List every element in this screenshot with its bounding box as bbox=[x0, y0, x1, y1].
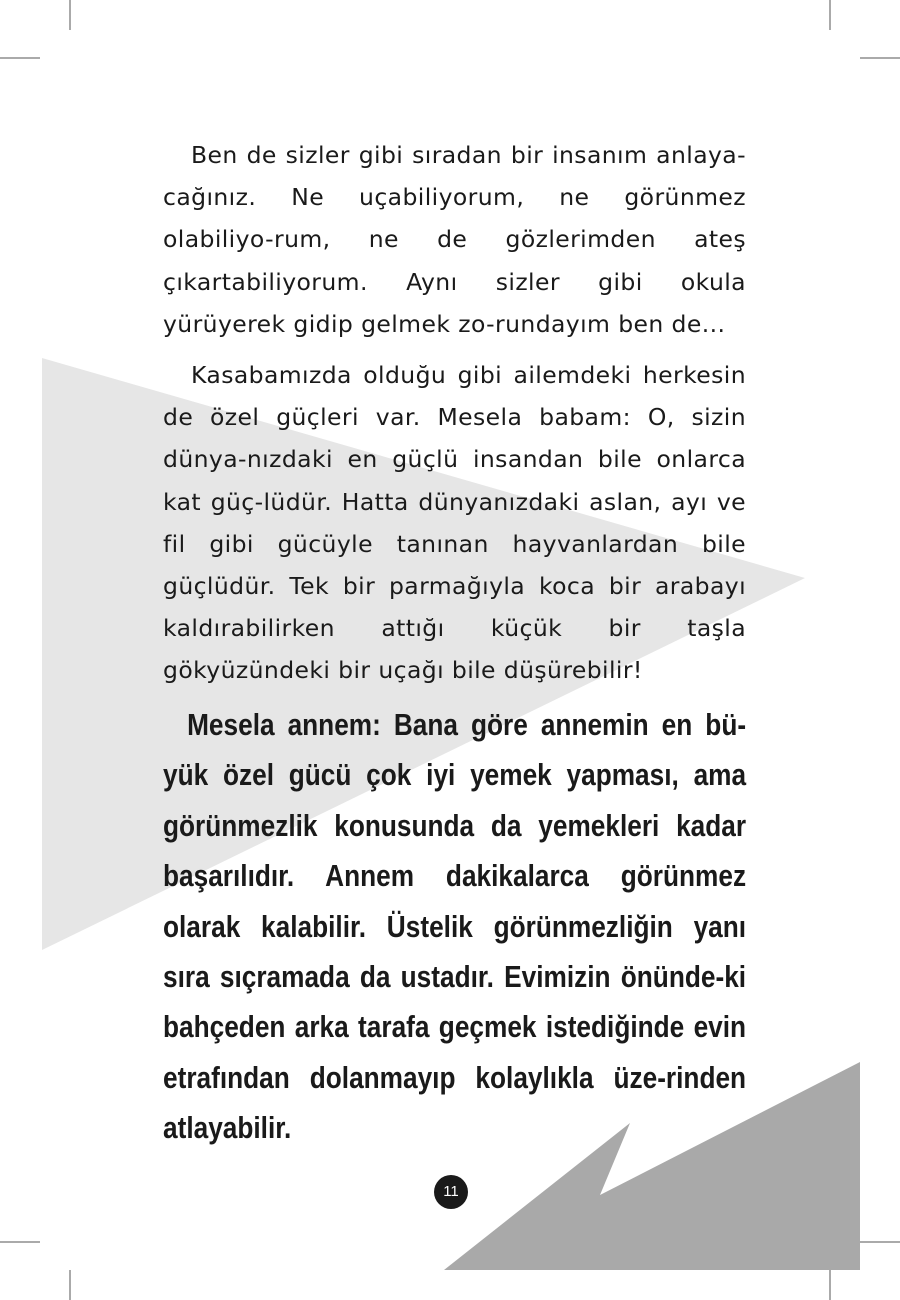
paragraph-1-text: Ben de sizler gibi sıradan bir insanım anlaya-cağınız. Ne uçabiliyorum, ne görünmez olabiliyo-rum, ne de gözlerimden ateş çıkartabiliyorum. Aynı sizler gibi okula yürüyerek gidip gelmek zo-rundayım ben de... bbox=[163, 141, 746, 338]
paragraph-3-text: Mesela annem: Bana göre annemin en bü-yük özel gücü çok iyi yemek yapması, ama görünmezlik konusunda da yemekleri kadar başarılıdır. Annem dakikalarca görünmez olarak kalabilir. Üstelik görünmezliğin yanı sıra sıçramada da ustadır. Evimizin önünde-ki bahçeden arka tarafa geçmek istediğinde evin etrafından dolanmayıp kolaylıkla üze-rinden atlayabilir. bbox=[163, 708, 747, 1146]
paragraph-3 bbox=[163, 700, 746, 1154]
page-number-badge: 11 bbox=[434, 1175, 468, 1209]
paragraph-2 bbox=[163, 354, 746, 692]
paragraph-1 bbox=[163, 134, 746, 345]
paragraph-2-text: Kasabamızda olduğu gibi ailemdeki herkesin de özel güçleri var. Mesela babam: O, sizin dünya-nızdaki en güçlü insandan bile onlarca kat güç-lüdür. Hatta dünyanızdaki aslan, ayı ve fil gibi gücüyle tanınan hayvanlardan bile güçlüdür. Tek bir parmağıyla koca bir arabayı kaldırabilirken attığı küçük bir taşla gökyüzündeki bir uçağı bile düşürebilir! bbox=[163, 361, 746, 685]
